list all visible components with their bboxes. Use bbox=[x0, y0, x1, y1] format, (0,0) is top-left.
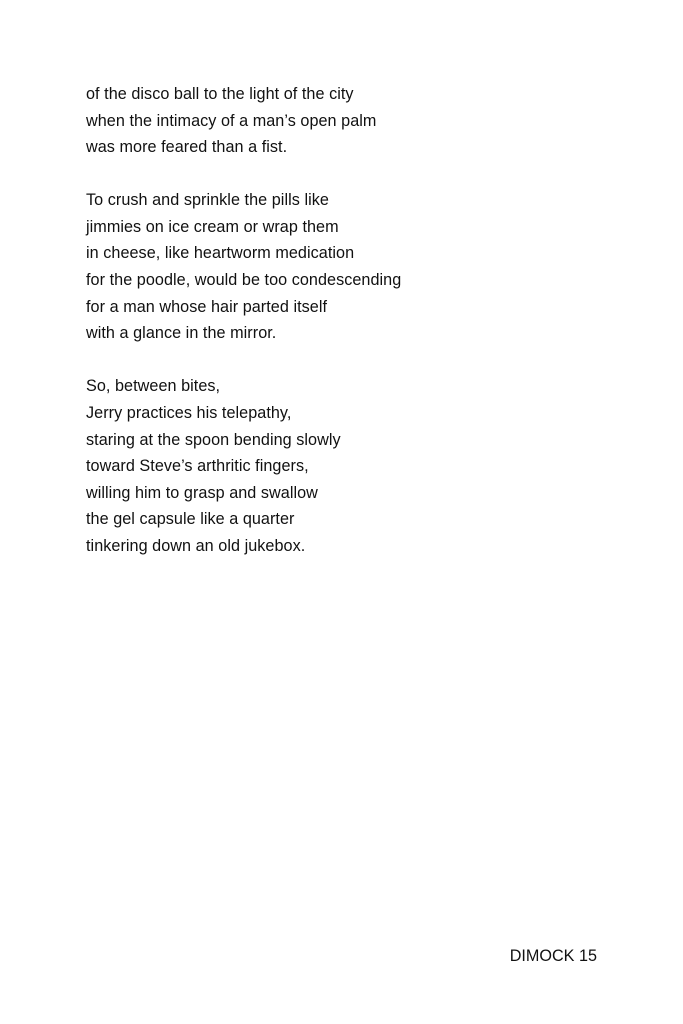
poem-stanza-1 bbox=[86, 81, 646, 161]
poem-line: in cheese, like heartworm medication bbox=[86, 244, 355, 263]
poem-line: for the poodle, would be too condescending bbox=[86, 271, 402, 290]
poem-line: Jerry practices his telepathy, bbox=[86, 403, 292, 422]
poem-line: tinkering down an old jukebox. bbox=[86, 536, 306, 555]
poem-line: toward Steve’s arthritic fingers, bbox=[86, 457, 309, 476]
poem-line: So, between bites, bbox=[86, 377, 221, 396]
poem-line: was more feared than a fist. bbox=[86, 138, 288, 157]
poem-body bbox=[86, 81, 646, 586]
poem-line: jimmies on ice cream or wrap them bbox=[86, 217, 339, 236]
poem-line: willing him to grasp and swallow bbox=[86, 483, 318, 502]
poem-stanza-3 bbox=[86, 373, 646, 559]
poem-line: of the disco ball to the light of the city bbox=[86, 85, 354, 103]
poem-stanza-2 bbox=[86, 187, 646, 347]
poem-line: with a glance in the mirror. bbox=[86, 324, 277, 343]
poem-line: for a man whose hair parted itself bbox=[86, 297, 328, 316]
poem-line: To crush and sprinkle the pills like bbox=[86, 191, 329, 210]
poem-line: the gel capsule like a quarter bbox=[86, 510, 295, 529]
poem-line: staring at the spoon bending slowly bbox=[86, 430, 341, 449]
poem-line: when the intimacy of a man’s open palm bbox=[86, 111, 377, 130]
page-footer-label: DIMOCK 15 bbox=[509, 947, 597, 965]
